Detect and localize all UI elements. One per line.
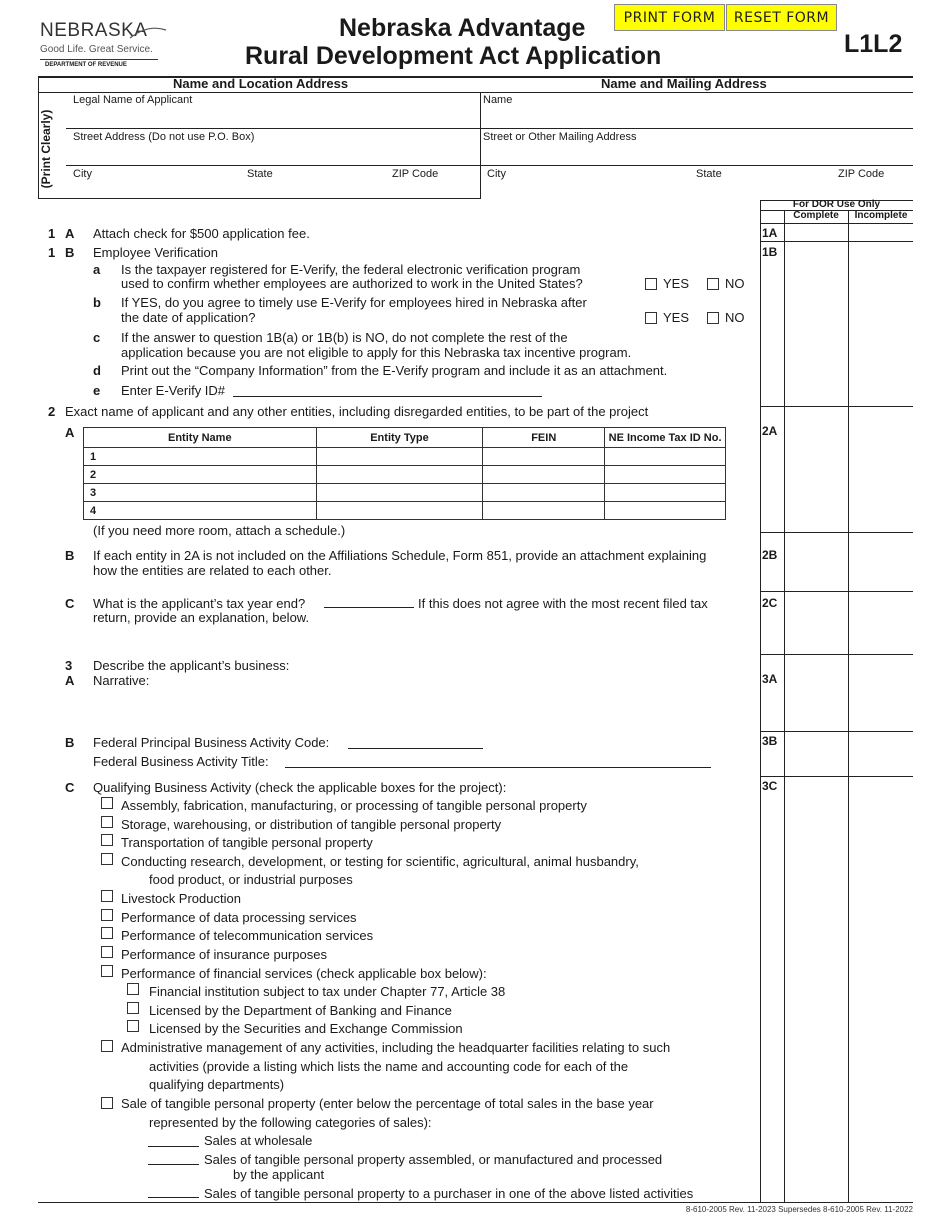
activity-label: Livestock Production	[121, 891, 241, 906]
activity-code-input[interactable]	[348, 748, 483, 749]
dor-label-2c: 2C	[762, 596, 778, 610]
nebraska-logo	[40, 20, 165, 75]
activity-checkbox[interactable]	[101, 946, 113, 958]
q2-number: 2	[48, 404, 56, 419]
q1bb-line2: the date of application?	[121, 310, 256, 325]
q2c-line2: return, provide an explanation, below.	[93, 610, 310, 625]
q2b-letter: B	[65, 548, 75, 563]
street-address-field[interactable]: Street Address (Do not use P.O. Box)	[73, 131, 255, 143]
q1bc-line1: If the answer to question 1B(a) or 1B(b) is NO, do not complete the rest of the	[121, 330, 568, 345]
q1ba-line1: Is the taxpayer registered for E-Verify, the federal electronic verification program	[121, 262, 581, 277]
table-row	[84, 502, 726, 520]
sales-category-label: Sales of tangible personal property to a purchaser in one of the above listed activities	[204, 1186, 694, 1201]
q1bc-letter: c	[93, 330, 101, 345]
financial-sublabel: Licensed by the Securities and Exchange Commission	[149, 1021, 463, 1036]
location-address-header: Name and Location Address	[173, 76, 349, 91]
sales-category-label: Sales of tangible personal property assembled, or manufactured and processed	[204, 1152, 663, 1167]
q1a-letter: A	[65, 226, 75, 241]
q2b-line1: If each entity in 2A is not included on the Affiliations Schedule, Form 851, provide an attachment explaining	[93, 548, 707, 563]
logo-department: DEPARTMENT OF REVENUE	[45, 62, 127, 68]
col-entity-type: Entity Type	[316, 428, 483, 448]
q3-number: 3	[65, 658, 73, 673]
activity-label-continued: activities (provide a listing which lists the name and accounting code for each of the	[149, 1059, 629, 1074]
q1bb-line1: If YES, do you agree to timely use E-Verify for employees hired in Nebraska after	[121, 295, 587, 310]
mailing-state-field[interactable]: State	[696, 168, 722, 180]
activity-checkbox[interactable]	[101, 834, 113, 846]
financial-sublabel: Licensed by the Department of Banking and Finance	[149, 1003, 452, 1018]
activity-checkbox[interactable]	[101, 1097, 113, 1109]
dor-label-3b: 3B	[762, 734, 778, 748]
q1b-letter: B	[65, 245, 75, 260]
entity-table	[83, 427, 726, 520]
dor-label-3c: 3C	[762, 779, 778, 793]
q1bb-yes-label: YES	[663, 310, 690, 325]
financial-sublabel: Financial institution subject to tax under Chapter 77, Article 38	[149, 984, 506, 999]
dor-label-1b: 1B	[762, 245, 778, 259]
activity-checkbox[interactable]	[101, 965, 113, 977]
entity-type-cell[interactable]	[316, 502, 483, 520]
mailing-zip-field[interactable]: ZIP Code	[838, 168, 885, 180]
q3-intro: Describe the applicant’s business:	[93, 658, 290, 673]
mailing-city-field[interactable]: City	[487, 168, 506, 180]
reset-form-button[interactable]: RESET FORM	[726, 4, 837, 31]
entity-name-cell[interactable]	[84, 448, 317, 466]
tax-id-cell[interactable]	[605, 502, 726, 520]
activity-label-continued: qualifying departments)	[149, 1077, 285, 1092]
q2-intro: Exact name of applicant and any other entities, including disregarded entities, to be part of the project	[65, 404, 649, 419]
q1ba-line2: used to confirm whether employees are authorized to work in the United States?	[121, 276, 583, 291]
row-number: 1	[90, 450, 97, 463]
form-code: L1L2	[844, 30, 903, 58]
q3a-narrative-label: Narrative:	[93, 673, 150, 688]
everify-id-input[interactable]	[233, 396, 542, 397]
q3c-letter: C	[65, 780, 75, 795]
logo-tagline: Good Life. Great Service.	[40, 44, 153, 55]
q1ba-no-checkbox[interactable]	[707, 278, 719, 290]
q1bc-line2: application because you are not eligible to apply for this Nebraska tax incentive program.	[121, 345, 632, 360]
form-revision-footer: 8-610-2005 Rev. 11-2023 Supersedes 8-610-2005 Rev. 11-2022	[685, 1205, 913, 1214]
logo-state-name: NEBRASKA	[40, 20, 148, 41]
fein-cell[interactable]	[483, 484, 605, 502]
form-title-line1: Nebraska Advantage	[339, 14, 586, 42]
q1ba-no-label: NO	[725, 276, 745, 291]
activity-checkbox[interactable]	[101, 927, 113, 939]
dor-use-only-title: For DOR Use Only	[792, 199, 881, 210]
print-form-button[interactable]: PRINT FORM	[614, 4, 725, 31]
activity-label: Performance of telecommunication services	[121, 928, 374, 943]
col-entity-name: Entity Name	[84, 428, 317, 448]
q3b-title-label: Federal Business Activity Title:	[93, 754, 269, 769]
q1be-text: Enter E-Verify ID#	[121, 383, 226, 398]
financial-subcheckbox[interactable]	[127, 1002, 139, 1014]
entity-type-cell[interactable]	[316, 466, 483, 484]
activity-checkbox[interactable]	[101, 797, 113, 809]
q3b-letter: B	[65, 735, 75, 750]
fein-cell[interactable]	[483, 502, 605, 520]
activity-label: Performance of data processing services	[121, 910, 357, 925]
row-number: 3	[90, 486, 97, 499]
q2c-part1: What is the applicant’s tax year end?	[93, 596, 306, 611]
activity-checkbox[interactable]	[101, 816, 113, 828]
entity-name-cell[interactable]	[84, 502, 317, 520]
dor-incomplete-header: Incomplete	[854, 210, 908, 221]
activity-label: Storage, warehousing, or distribution of tangible personal property	[121, 817, 502, 832]
mailing-address-header: Name and Mailing Address	[601, 76, 767, 91]
entity-name-cell[interactable]	[84, 484, 317, 502]
dor-label-3a: 3A	[762, 672, 778, 686]
activity-checkbox[interactable]	[101, 853, 113, 865]
entity-name-cell[interactable]	[84, 466, 317, 484]
activity-checkbox[interactable]	[101, 1040, 113, 1052]
q3a-letter: A	[65, 673, 75, 688]
activity-label-continued: represented by the following categories of sales):	[149, 1115, 432, 1130]
dor-label-1a: 1A	[762, 226, 778, 240]
state-field[interactable]: State	[247, 168, 273, 180]
q2a-letter: A	[65, 425, 75, 440]
logo-swoosh-icon	[128, 26, 168, 40]
q1bb-no-checkbox[interactable]	[707, 312, 719, 324]
print-clearly-label: (Print Clearly)	[39, 109, 53, 189]
activity-checkbox[interactable]	[101, 890, 113, 902]
activity-checkbox[interactable]	[101, 909, 113, 921]
dor-complete-header: Complete	[793, 210, 839, 221]
zip-field[interactable]: ZIP Code	[392, 168, 439, 180]
table-row	[84, 448, 726, 466]
activity-label-continued: food product, or industrial purposes	[149, 872, 353, 887]
q1a-text: Attach check for $500 application fee.	[93, 226, 310, 241]
q3b-code-label: Federal Principal Business Activity Code:	[93, 735, 330, 750]
row-number: 4	[90, 504, 97, 517]
table-row	[84, 466, 726, 484]
manufactured-percent-input[interactable]	[148, 1164, 199, 1165]
q1b-text: Employee Verification	[93, 245, 219, 260]
wholesale-percent-input[interactable]	[148, 1146, 199, 1147]
col-ne-tax-id: NE Income Tax ID No.	[605, 428, 726, 448]
entity-type-cell[interactable]	[316, 484, 483, 502]
q1bd-letter: d	[93, 363, 101, 378]
financial-subcheckbox[interactable]	[127, 983, 139, 995]
tax-id-cell[interactable]	[605, 484, 726, 502]
q3c-text: Qualifying Business Activity (check the applicable boxes for the project):	[93, 780, 507, 795]
q1bb-no-label: NO	[725, 310, 745, 325]
activity-label: Assembly, fabrication, manufacturing, or processing of tangible personal property	[121, 798, 587, 813]
activity-label: Performance of insurance purposes	[121, 947, 327, 962]
dor-label-2b: 2B	[762, 548, 778, 562]
fein-cell[interactable]	[483, 466, 605, 484]
q1-number: 1	[48, 226, 56, 241]
activity-label: Sale of tangible personal property (enter below the percentage of total sales in the base year	[121, 1096, 654, 1111]
q1ba-letter: a	[93, 262, 101, 277]
activity-label: Performance of financial services (check applicable box below):	[121, 966, 487, 981]
table-row	[84, 484, 726, 502]
q1b-number: 1	[48, 245, 56, 260]
q1ba-yes-label: YES	[663, 276, 690, 291]
activity-title-input[interactable]	[285, 767, 711, 768]
fein-cell[interactable]	[483, 448, 605, 466]
mailing-name-field[interactable]: Name	[483, 94, 513, 106]
city-field[interactable]: City	[73, 168, 92, 180]
tax-year-end-input[interactable]	[324, 607, 414, 608]
col-fein: FEIN	[483, 428, 605, 448]
q1bd-text: Print out the “Company Information” from the E-Verify program and include it as an attachment.	[121, 363, 668, 378]
form-title-line2: Rural Development Act Application	[245, 42, 662, 70]
sales-category-label: Sales at wholesale	[204, 1133, 313, 1148]
q1bb-yes-checkbox[interactable]	[645, 312, 657, 324]
row-number: 2	[90, 468, 97, 481]
mailing-street-field[interactable]: Street or Other Mailing Address	[483, 131, 637, 143]
q2c-letter: C	[65, 596, 75, 611]
q1ba-yes-checkbox[interactable]	[645, 278, 657, 290]
entity-type-cell[interactable]	[316, 448, 483, 466]
q1be-letter: e	[93, 383, 101, 398]
q2a-note: (If you need more room, attach a schedule.)	[93, 523, 346, 538]
dor-label-2a: 2A	[762, 424, 778, 438]
q2c-part2: If this does not agree with the most recent filed tax	[418, 596, 708, 611]
activity-label: Administrative management of any activities, including the headquarter facilities relating to such	[121, 1040, 671, 1055]
q1bb-letter: b	[93, 295, 101, 310]
tax-id-cell[interactable]	[605, 466, 726, 484]
legal-name-field[interactable]: Legal Name of Applicant	[73, 94, 193, 106]
q2b-line2: how the entities are related to each other.	[93, 563, 332, 578]
tax-id-cell[interactable]	[605, 448, 726, 466]
financial-subcheckbox[interactable]	[127, 1020, 139, 1032]
activity-label: Conducting research, development, or testing for scientific, agricultural, animal husbandry,	[121, 854, 639, 869]
sales-category-label-continued: by the applicant	[233, 1167, 325, 1182]
activity-label: Transportation of tangible personal property	[121, 835, 373, 850]
purchaser-percent-input[interactable]	[148, 1197, 199, 1198]
entity-table-header	[84, 428, 726, 448]
